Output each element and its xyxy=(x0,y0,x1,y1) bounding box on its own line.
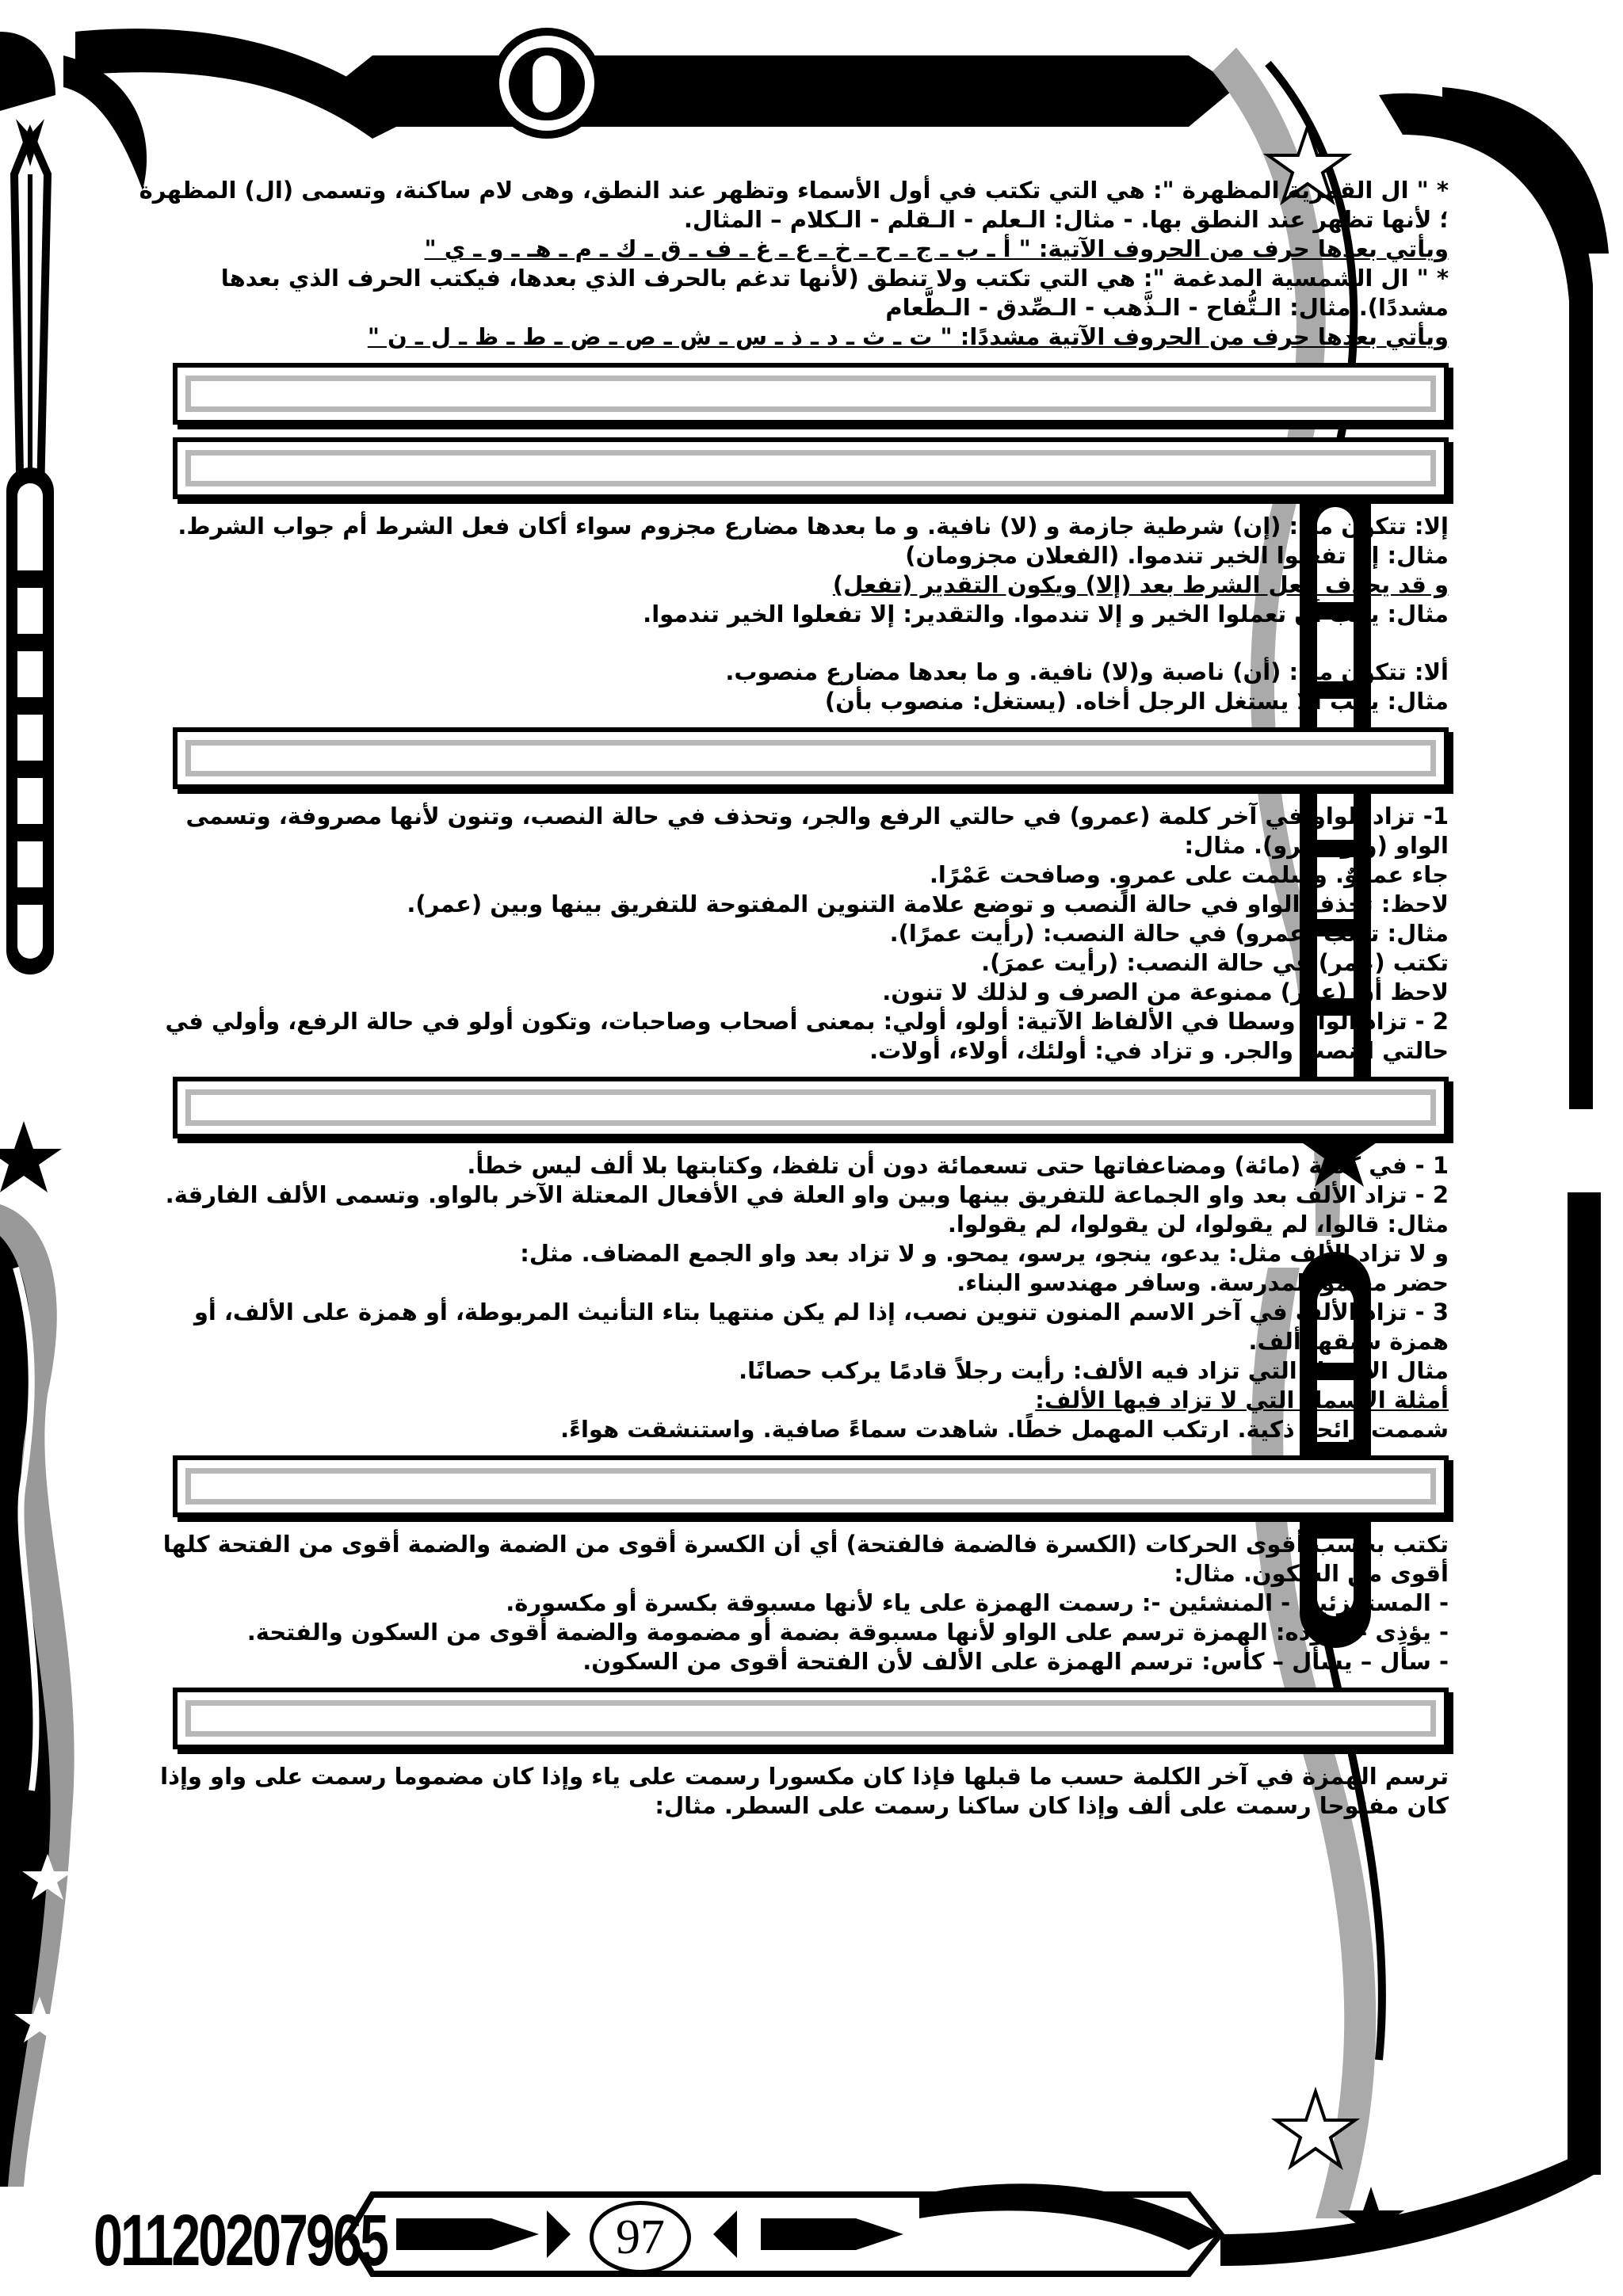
text-line: شممت رائحة ذكية. ارتكب المهمل خطًا. شاهدت سماءً صافية. واستنشقت هواءً. xyxy=(560,1416,1449,1443)
text-line: مثال: تكتب (عمرو) في حالة النصب: (رأيت عمرًا). xyxy=(889,920,1449,947)
text-line: إلا: تتكون من: (إن) شرطية جازمة و (لا) نافية. و ما بعدها مضارع مجزوم سواء أكان فعل الشرط أم جواب الشرط. xyxy=(178,513,1449,540)
text-line: 1 - في كلمة (مائة) ومضاعفاتها حتى تسعمائة دون أن تلفظ، وكتابتها بلا ألف ليس خطأ. xyxy=(467,1152,1449,1179)
section-hamza-end xyxy=(160,1762,1449,1821)
text-line: الواو (واو عمرو). مثال: xyxy=(1184,832,1449,859)
section-heading-box xyxy=(173,363,1449,425)
text-line: مشددًا). مثال: الـتُّفاح - الـذَّهب - الـصِّدق - الـطَّعام xyxy=(885,294,1449,321)
footer-phone-number: 01120207965 xyxy=(94,2200,387,2281)
section-heading-box xyxy=(173,727,1449,789)
text-line: لاحظ: تحذف الواو في حالة النصب و توضع علامة التنوين المفتوحة للتفريق بينها وبين (عمر). xyxy=(407,891,1449,917)
text-line: كان مفتوحا رسمت على ألف وإذا كان ساكنا رسمت على السطر. مثال: xyxy=(655,1792,1449,1819)
text-line: ويأتي بعدها حرف من الحروف الآتية مشددًا: " ت ـ ث ـ د ـ ذ ـ س ـ ش ـ ص ـ ض ـ ط ـ ظ ـ ل ـ ن " xyxy=(367,323,1449,350)
text-line: مثال: يجب ألا يستغل الرجل أخاه. (يستغل: منصوب بأن) xyxy=(824,688,1449,715)
section-hamza-middle xyxy=(162,1530,1449,1676)
text-line: أقوى من السكون. مثال: xyxy=(1174,1560,1449,1587)
text-line: مثال: يجب أن تعملوا الخير و إلا تندموا. والتقدير: إلا تفعلوا الخير تندموا. xyxy=(643,601,1449,627)
text-line: و قد يحذف فعل الشرط بعد (إلا) ويكون التقدير (تفعل) xyxy=(832,571,1449,598)
text-line: ويأتي بعدها حرف من الحروف الآتية: " أ ـ ب ـ ج ـ ح ـ خ ـ ع ـ غ ـ ف ـ ق ـ ك ـ م ـ هـ ـ و ـ ي " xyxy=(424,235,1449,262)
text-line: ترسم الهمزة في آخر الكلمة حسب ما قبلها فإذا كان مكسورا رسمت على ياء وإذا كان مضموما رسمت على واو وإذا xyxy=(160,1763,1449,1790)
text-line: تكتب (عمر) في حالة النصب: (رأيت عمرَ). xyxy=(981,949,1449,976)
section-heading-box xyxy=(173,1688,1449,1749)
section-alef-lam xyxy=(139,176,1449,352)
text-line: أمثلة الأسماء التي لا تزاد فيها الألف: xyxy=(1035,1386,1449,1413)
text-line: تكتب بحسب أقوى الحركات (الكسرة فالضمة فالفتحة) أي أن الكسرة أقوى من الضمة والضمة أقوى من الفتحة كلها xyxy=(162,1531,1449,1558)
section-heading-box xyxy=(173,1455,1449,1517)
text-line: جاء عمروٌ. وسلمت على عمروٍ. وصافحت عَمْرًا. xyxy=(929,861,1449,888)
text-line: * " ال الشمسية المدغمة ": هي التي تكتب ولا تنطق (لأنها تدغم بالحرف الذي بعدها، فيكتب الحرف الذي بعدها xyxy=(220,265,1449,292)
text-line: - سأل – يسأل – كأس: ترسم الهمزة على الألف لأن الفتحة أقوى من السكون. xyxy=(582,1648,1449,1675)
text-line: ؛ لأنها تظهر عند النطق بها. - مثال: الـعلم - الـقلم - الـكلام – المثال. xyxy=(683,206,1449,233)
text-line: مثال الأسماء التي تزاد فيه الألف: رأيت رجلاً قادمًا يركب حصانًا. xyxy=(739,1357,1449,1384)
section-heading-box xyxy=(173,1077,1449,1138)
text-line: حضر معلمو المدرسة. وسافر مهندسو البناء. xyxy=(957,1269,1449,1296)
text-line: * " ال القمرية المظهرة ": هي التي تكتب في أول الأسماء وتظهر عند النطق، وهى لام ساكنة، وتسمى (ال) المظهرة xyxy=(139,177,1449,204)
text-line: 2 - تزاد الواو وسطا في الألفاظ الآتية: أولو، أولي: بمعنى أصحاب وصاحبات، وتكون أولو في حالة الرفع، وأولي في xyxy=(165,1008,1449,1035)
section-alif-addition xyxy=(165,1151,1449,1444)
section-heading-box xyxy=(173,437,1449,499)
text-line: مثال: قالوا، لم يقولوا، لن يقولوا، لم يقولوا. xyxy=(947,1211,1449,1238)
section-illa xyxy=(173,512,1449,629)
text-line: 2 - تزاد الألف بعد واو الجماعة للتفريق بينها وبين واو العلة في الأفعال المعتلة الآخر بالواو. وتسمى الألف الفارقة. xyxy=(165,1181,1449,1208)
text-line: مثال: إلا تفعلوا الخير تندموا. (الفعلان مجزومان) xyxy=(905,542,1449,569)
text-line: ألا: تتكون من: (أن) ناصبة و(لا) نافية. و ما بعدها مضارع منصوب. xyxy=(725,658,1449,685)
text-line: لاحظ أن (عمر) ممنوعة من الصرف و لذلك لا تنون. xyxy=(882,978,1449,1005)
spacer xyxy=(173,629,1449,658)
page-number: 97 xyxy=(590,2201,691,2274)
page-content xyxy=(139,176,1449,1821)
text-line: و لا تزاد الألف مثل: يدعو، ينجو، يرسو، يمحو. و لا تزاد بعد واو الجمع المضاف. مثل: xyxy=(520,1240,1449,1267)
text-line: 3 - تزاد الألف في آخر الاسم المنون تنوين نصب، إذا لم يكن منتهيا بتاء التأنيث المربوطة، أو همزة على الألف، أو xyxy=(193,1299,1449,1325)
text-line: - يؤذِى – يُؤوده: الهمزة ترسم على الواو لأنها مسبوقة بضمة أو مضمومة والضمة أقوى من السكون والفتحة. xyxy=(246,1619,1449,1646)
section-waw-addition xyxy=(165,802,1449,1066)
text-line: - المستهزئين - المنشئين -: رسمت الهمزة على ياء لأنها مسبوقة بكسرة أو مكسورة. xyxy=(506,1589,1449,1616)
section-alla xyxy=(173,658,1449,716)
text-line: حالتي النصب والجر. و تزاد في: أولئك، أولاء، أولات. xyxy=(869,1037,1449,1064)
text-line: 1- تزاد الواو في آخر كلمة (عمرو) في حالتي الرفع والجر، وتحذف في حالة النصب، وتنون لأنها مصروفة، وتسمى xyxy=(185,803,1449,830)
text-line: همزة سبقها ألف. xyxy=(1248,1328,1449,1355)
